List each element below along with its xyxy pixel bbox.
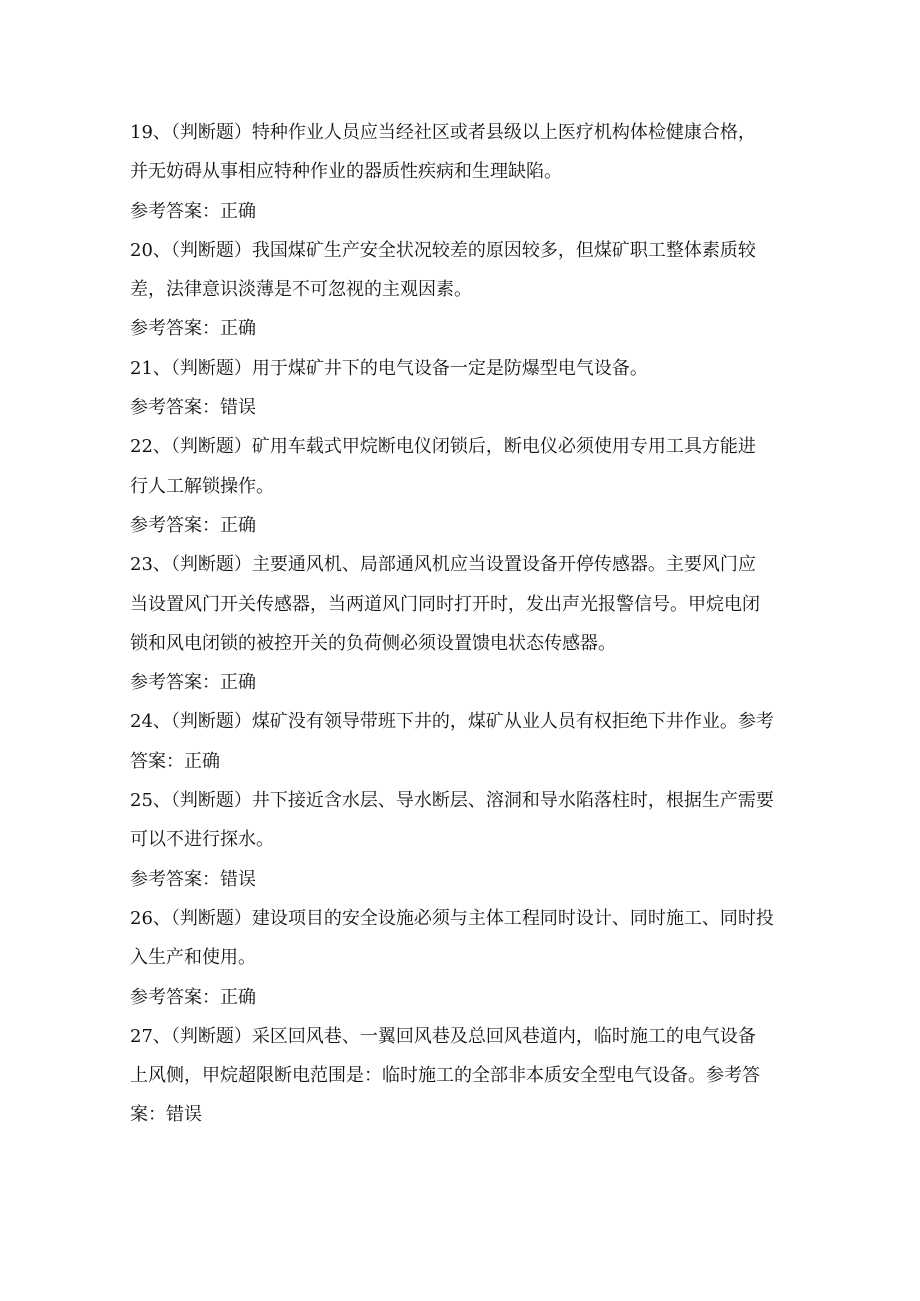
q20-line-2: 差，法律意识淡薄是不可忽视的主观因素。 [130, 279, 472, 301]
q25-line-1: 25、（判断题）井下接近含水层、导水断层、溶洞和导水陷落柱时，根据生产需要 [130, 790, 774, 812]
q24-line-1: 24、（判断题）煤矿没有领导带班下井的，煤矿从业人员有权拒绝下井作业。参考 [130, 711, 774, 733]
q23-answer: 参考答案：正确 [130, 672, 256, 694]
q23-line-2: 当设置风门开关传感器，当两道风门同时打开时，发出声光报警信号。甲烷电闭 [130, 593, 760, 615]
document-page [130, 113, 794, 1135]
q24-line-2: 答案：正确 [130, 750, 220, 772]
q23-line-1: 23、（判断题）主要通风机、局部通风机应当设置设备开停传感器。主要风门应 [130, 554, 756, 576]
q21-answer: 参考答案：错误 [130, 397, 256, 419]
q27-line-2: 上风侧，甲烷超限断电范围是：临时施工的全部非本质安全型电气设备。参考答 [130, 1065, 760, 1087]
q23-line-3: 锁和风电闭锁的被控开关的负荷侧必须设置馈电状态传感器。 [130, 632, 616, 654]
q22-line-2: 行人工解锁操作。 [130, 475, 274, 497]
q21-line-1: 21、（判断题）用于煤矿井下的电气设备一定是防爆型电气设备。 [130, 357, 648, 379]
q25-answer: 参考答案：错误 [130, 868, 256, 890]
q22-line-1: 22、（判断题）矿用车载式甲烷断电仪闭锁后，断电仪必须使用专用工具方能进 [130, 436, 756, 458]
q19-line-1: 19、（判断题）特种作业人员应当经社区或者县级以上医疗机构体检健康合格， [130, 122, 756, 143]
q27-line-1: 27、（判断题）采区回风巷、一翼回风巷及总回风巷道内，临时施工的电气设备 [130, 1025, 756, 1047]
q20-line-1: 20、（判断题）我国煤矿生产安全状况较差的原因较多，但煤矿职工整体素质较 [130, 239, 756, 261]
q26-line-2: 入生产和使用。 [130, 947, 256, 969]
q26-line-1: 26、（判断题）建设项目的安全设施必须与主体工程同时设计、同时施工、同时投 [130, 907, 774, 929]
q19-line-2: 并无妨碍从事相应特种作业的器质性疾病和生理缺陷。 [130, 161, 562, 183]
q26-answer: 参考答案：正确 [130, 986, 256, 1008]
q20-answer: 参考答案：正确 [130, 318, 256, 340]
q25-line-2: 可以不进行探水。 [130, 829, 274, 851]
q22-answer: 参考答案：正确 [130, 514, 256, 536]
q19-answer: 参考答案：正确 [130, 200, 256, 222]
q27-line-3: 案：错误 [130, 1104, 202, 1126]
